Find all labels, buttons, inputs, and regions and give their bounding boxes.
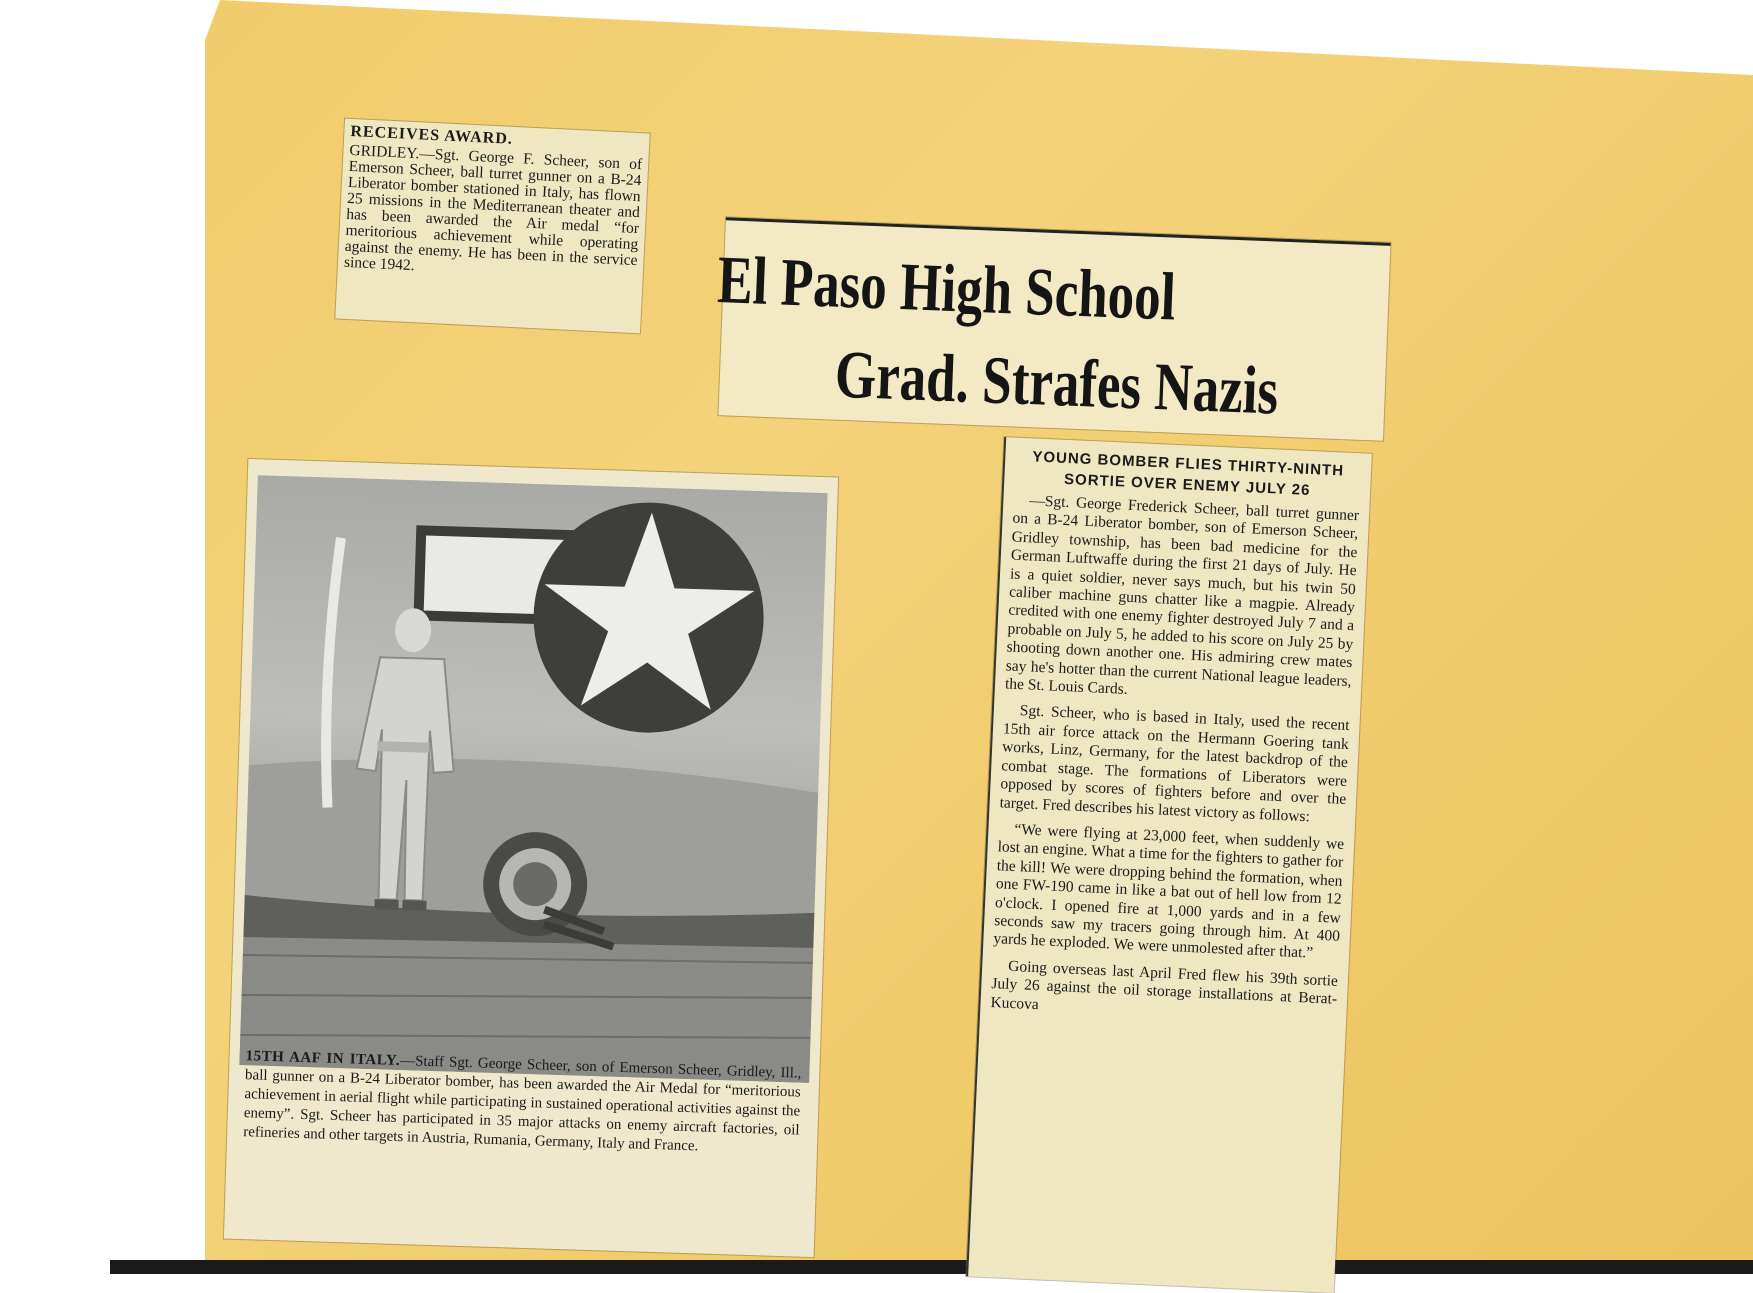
photo-clipping [224,459,838,1257]
bomber-photo-illustration [239,475,827,1083]
headline-line-1: El Paso High School [716,241,1178,335]
award-clipping [335,119,649,334]
article-paragraph-4: Going overseas last April Fred flew his 39th sortie July 26 against the oil storage installations at Berat-Kucova [990,957,1339,1013]
award-headline: RECEIVES AWARD. [350,122,514,148]
photo-caption [243,1047,802,1159]
photo-soldier-with-bomber [239,475,827,1083]
award-body: GRIDLEY.—Sgt. George F. Scheer, son of Emerson Scheer, ball turret gunner on a B-24 Liberator bomber stationed in Italy, has flown 25 missions in the Mediterranean theater and has been awarded the Air medal “for meritorious achievement while operating against the enemy. He has been in the service since 1942. [343,141,643,275]
photo-caption-body: —Staff Sgt. George Scheer, son of Emerson Scheer, Gridley, Ill., ball gunner on a B-24 Liberator bomber, has been awarded the Air Medal for “meritorious achievement in aerial flight while participating in sustained operational activities against the enemy”. Sgt. Scheer has participated in 35 major attacks on enemy aircraft factories, oil refineries and other targets in Austria, Rumania, Germany, Italy and France. [242,1052,802,1155]
page-bottom-edge [110,1260,1753,1274]
headline-line-2: Grad. Strafes Nazis [833,335,1280,429]
article-paragraph-3: “We were flying at 23,000 feet, when suddenly we lost an engine. What a time for the fighters to gather for the kill! We were dropping behind the formation, when one FW-190 came in like a bat out of hell low from 12 o'clock. I opened fire at 1,000 yards and in a few seconds saw my tracers going through him. At 400 yards he exploded. We were unmolested after that.” [993,820,1345,962]
article-paragraph-2: Sgt. Scheer, who is based in Italy, used the recent 15th air force attack on the Hermann Goering tank works, Linz, Germany, for the latest backdrop of the combat stage. The formations of Liberators were opposed by scores of fighters before and over the target. Fred describes his latest victory as follows: [999,702,1350,825]
photo-caption-lead: 15TH AAF IN ITALY. [245,1048,401,1069]
headline-clipping [718,217,1390,440]
article-clipping [966,437,1372,1293]
article-deck: YOUNG BOMBER FLIES THIRTY-NINTH SORTIE OVER ENEMY JULY 26 [1032,448,1345,500]
article-paragraph-1: —Sgt. George Frederick Scheer, ball turret gunner on a B-24 Liberator bomber, son of Emerson Scheer, Gridley township, has been bad medicine for the German Luftwaffe during the first 21 days of July. He is a quiet soldier, never says much, but his twin 50 caliber machine guns chatter like a magpie. Already credited with one enemy fighter destroyed July 7 and a probable on July 5, he added to his score on July 25 by shooting down another one. His admiring crew mates say he's hotter than the current National league leaders, the St. Louis Cards. [1004,492,1360,698]
